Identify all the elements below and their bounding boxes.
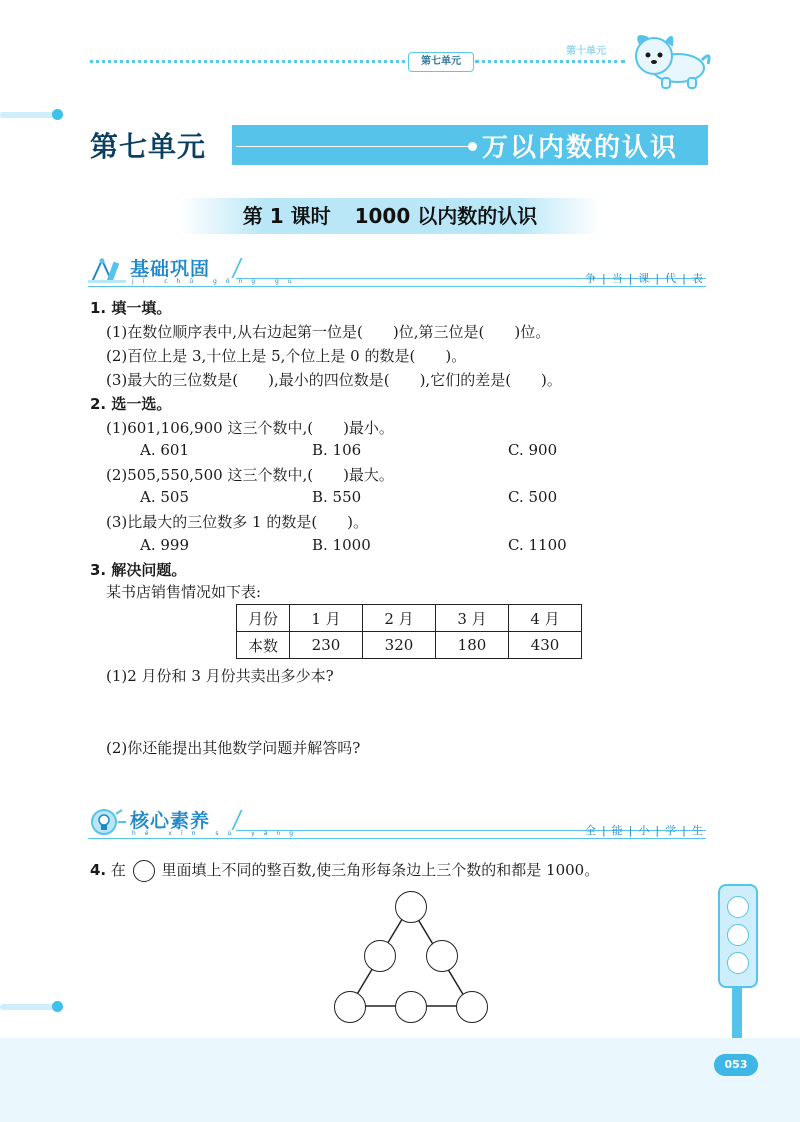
q1-label [90,298,171,318]
q2-1-option-a: A. 601 [140,441,189,459]
triangle-circle-mid-left[interactable] [364,940,396,972]
table-cell: 3 月 [436,605,509,632]
compass-ruler-icon [88,256,128,284]
table-cell: 月份 [237,605,290,632]
lesson-name: 1000 以内数的认识 [354,204,538,228]
table-cell: 180 [436,632,509,659]
q4-post: 里面填上不同的整百数,使三角形每条边上三个数的和都是 1000。 [161,861,600,879]
q2-item-2: (2)505,550,500 这三个数中,( )最大。 [106,466,394,484]
q4-number: 4. [90,861,107,879]
unit-title-band [232,125,708,165]
table-row [237,605,582,632]
q2-label [90,394,171,414]
lesson-title [180,198,600,234]
q3-sub-1: (1)2 月份和 3 月份共卖出多少本? [106,667,334,685]
table-cell: 本数 [237,632,290,659]
side-bar-bottom [0,1004,55,1010]
section-basic-title: 基础巩固 [130,258,211,280]
q4-text [90,860,599,882]
header-dotted-line-right [475,60,625,63]
q3-label [90,560,186,580]
header-unit-tab: 第七单元 [408,52,474,72]
q1-text: 1. 填一填。 [90,299,172,317]
traffic-lamp-icon [727,896,749,918]
q2-text: 2. 选一选。 [90,395,172,413]
unit-title: 第七单元 [90,130,207,163]
unit-band-bullet [468,142,477,151]
side-dot-bottom [52,1001,63,1012]
table-cell: 230 [290,632,363,659]
table-row [237,632,582,659]
lightbulb-icon [88,808,128,836]
section-core-bracket [221,810,242,830]
table-cell: 430 [509,632,582,659]
table-cell: 320 [363,632,436,659]
header-dotted-line-left [90,60,405,63]
page-number: 053 [714,1054,758,1076]
section-basic-underline [88,286,706,287]
q1-item-1: (1)在数位顺序表中,从右边起第一位是( )位,第三位是( )位。 [106,323,551,341]
table-cell: 1 月 [290,605,363,632]
q3-text: 3. 解决问题。 [90,561,187,579]
table-cell: 4 月 [509,605,582,632]
q2-2-option-a: A. 505 [140,488,189,506]
q4-pre: 在 [110,861,126,879]
section-basic-bracket [221,258,242,278]
q3-sub-2: (2)你还能提出其他数学问题并解答吗? [106,739,361,757]
traffic-lamp-icon [727,952,749,974]
traffic-lamp-icon [727,924,749,946]
table-cell: 2 月 [363,605,436,632]
traffic-light-post [732,986,742,1038]
section-core-underline [88,838,706,839]
triangle-circle-mid-right[interactable] [426,940,458,972]
side-dot-top [52,109,63,120]
triangle-circle-top[interactable] [395,891,427,923]
q2-1-option-b: B. 106 [312,441,362,459]
q2-3-option-c: C. 1100 [508,536,567,554]
q1-item-2: (2)百位上是 3,十位上是 5,个位上是 0 的数是( )。 [106,347,467,365]
q1-item-3: (3)最大的三位数是( ),最小的四位数是( ),它们的差是( )。 [106,371,562,389]
header-right-label: 第十单元 [566,46,606,57]
q2-item-1: (1)601,106,900 这三个数中,( )最小。 [106,419,394,437]
section-core-title: 核心素养 [130,810,211,832]
unit-subtitle: 万以内数的认识 [482,133,679,163]
q2-1-option-c: C. 900 [508,441,558,459]
circle-icon [133,860,155,882]
q3-intro: 某书店销售情况如下表: [106,583,262,601]
triangle-circle-bottom-right[interactable] [456,991,488,1023]
q2-3-option-b: B. 1000 [312,536,371,554]
q2-item-3: (3)比最大的三位数多 1 的数是( )。 [106,513,369,531]
section-basic-slogan: 争|当|课|代|表 [585,272,709,285]
puppy-icon [628,30,712,92]
section-basic-pinyin: jī chǔ gǒng gù [132,278,301,285]
section-core-slogan: 全|能|小|学|生 [585,824,709,837]
triangle-circle-bottom-middle[interactable] [395,991,427,1023]
triangle-circle-bottom-left[interactable] [334,991,366,1023]
section-core-pinyin: hé xīn sù yǎng [132,830,303,837]
q2-2-option-c: C. 500 [508,488,558,506]
lesson-number: 第 1 课时 [242,204,331,228]
traffic-light-icon [718,884,758,988]
sales-table [236,604,582,659]
q2-3-option-a: A. 999 [140,536,189,554]
unit-band-line [236,146,470,147]
q2-2-option-b: B. 550 [312,488,362,506]
bottom-band [0,1038,800,1122]
side-bar-top [0,112,55,118]
